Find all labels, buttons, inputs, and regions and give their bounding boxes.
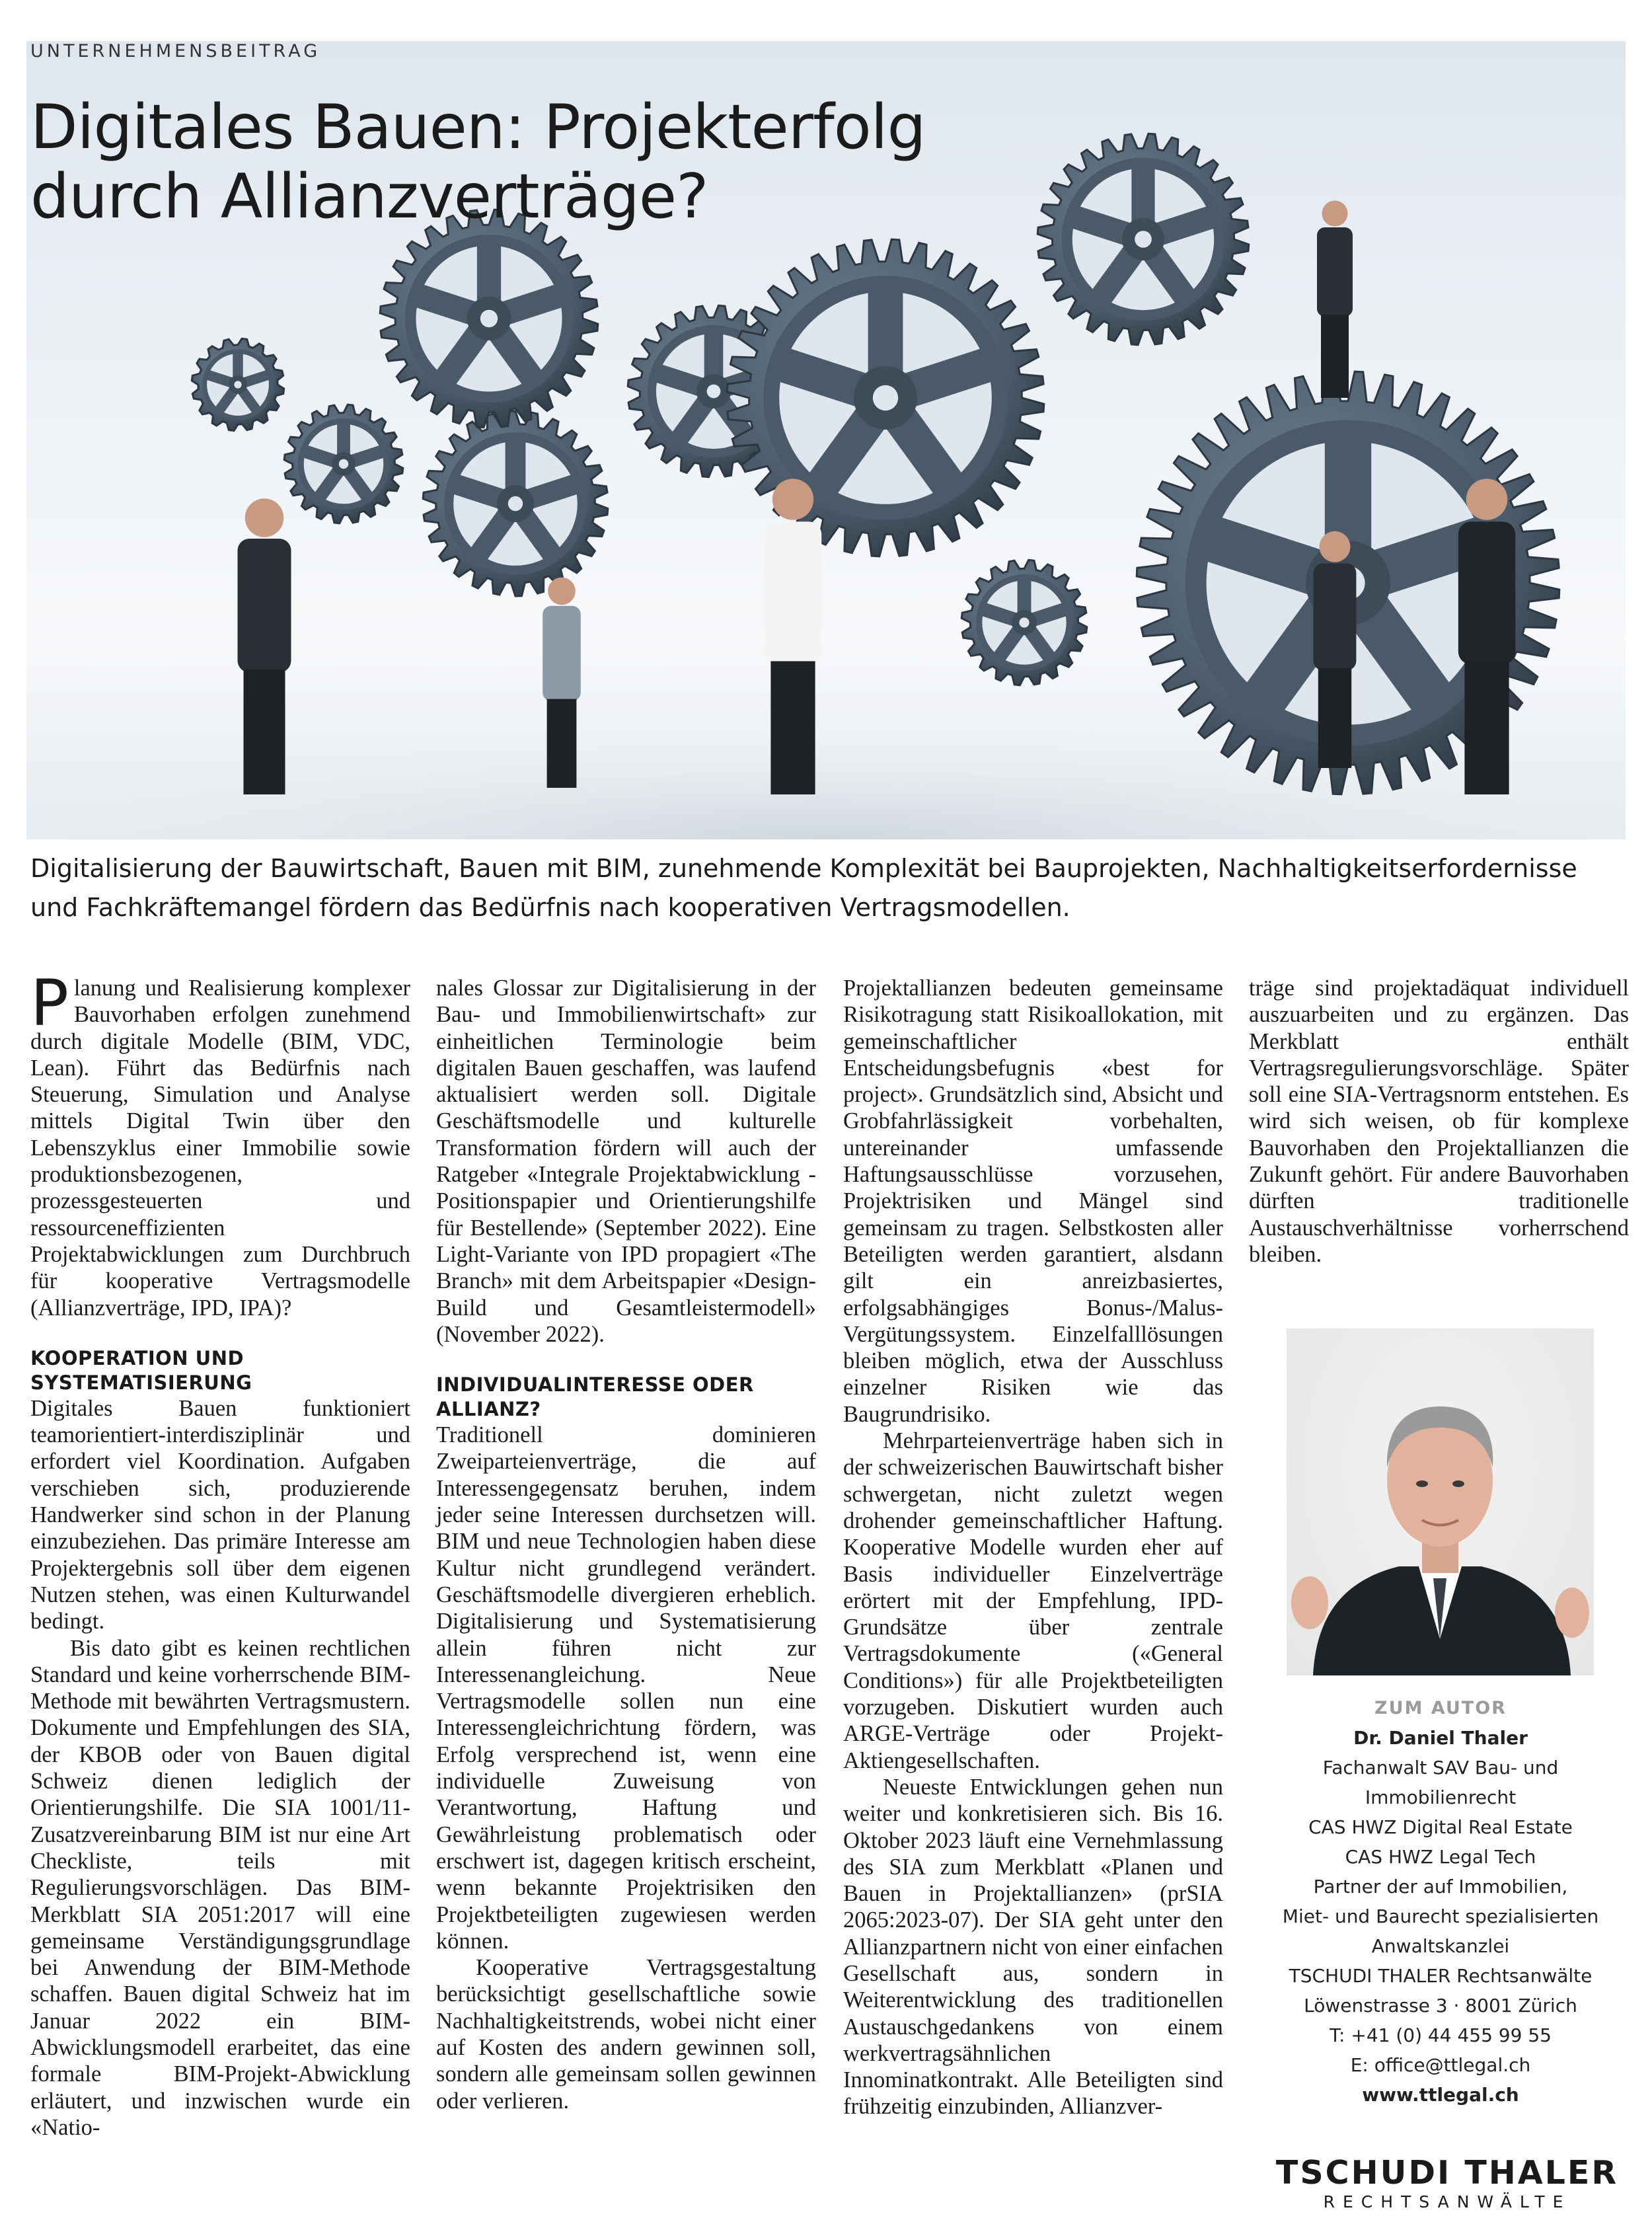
intro-paragraph: Planung und Realisierung komplexer Bauvorhaben erfolgen zunehmend durch digitale Modelle (BIM, VDC, Lean). Führt das Bedürfnis nach Steuerung, Simulation und Analyse mittels Digital Twin über den Lebenszyklus einer Immobilie sowie produktionsbezogenen, prozessgesteuerten und ressourceneffizienten Projektabwicklungen zum Durchbruch für kooperative Vertragsmodelle (Allianzverträge, IPD, IPA)? bbox=[30, 966, 410, 1321]
author-line: CAS HWZ Legal Tech bbox=[1345, 1846, 1536, 1868]
author-line: Partner der auf Immobilien, bbox=[1313, 1876, 1568, 1898]
person-silhouette bbox=[1317, 201, 1353, 399]
gear-icon bbox=[380, 210, 598, 428]
gear-icon bbox=[192, 338, 283, 430]
dropcap: P bbox=[30, 966, 69, 1040]
body-paragraph: Digitales Bauen funktioniert teamorientiert-interdisziplinär und erfordert viel Koordination. Aufgaben verschieben sich, produzierende Handwerker sind schon in der Planung einzubeziehen. Das primäre Interesse am Projektergebnis soll über dem eigenen Nutzen stehen, was einen Kulturwandel bedingt. bbox=[30, 1395, 410, 1634]
author-label: ZUM AUTOR bbox=[1374, 1698, 1507, 1718]
gear-icon bbox=[423, 411, 608, 596]
column-2 bbox=[436, 975, 816, 2114]
page-title bbox=[30, 93, 1022, 231]
gear-icon bbox=[284, 404, 403, 523]
author-line: TSCHUDI THALER Rechtsanwälte bbox=[1289, 1965, 1593, 1987]
body-paragraph: Mehrparteienverträge haben sich in der schweizerischen Bauwirtschaft bisher schwergetan, nicht zuletzt wegen drohender gemeinschaftlicher Haftung. Kooperative Modelle wurden eher auf Basis individueller Einzelverträge erörtert mit der Empfehlung, IPD-Grundsätze über zentrale Vertragsdokumente («General Conditions») für alle Projektbeteiligten vorzugeben. Diskutiert wurden auch ARGE-Verträge oder Projekt-Aktiengesellschaften. bbox=[843, 1428, 1223, 1773]
author-phone[interactable]: T: +41 (0) 44 455 99 55 bbox=[1330, 2024, 1552, 2046]
author-website-link[interactable]: www.ttlegal.ch bbox=[1362, 2084, 1519, 2106]
author-line: CAS HWZ Digital Real Estate bbox=[1308, 1816, 1573, 1838]
author-email[interactable]: E: office@ttlegal.ch bbox=[1350, 2054, 1531, 2076]
person-silhouette bbox=[1314, 531, 1357, 768]
body-paragraph: Bis dato gibt es keinen rechtlichen Standard und keine vorherrschende BIM-Methode mit bewährten Vertragsmustern. Dokumente und Empfehlungen des SIA, der KBOB oder von Bauen digital Schweiz dienen lediglich der Orientierungshilfe. Die SIA 1001/11-Zusatzvereinbarung BIM ist nur eine Art Checkliste, teils mit Regulierungsvorschlägen. Das BIM-Merkblatt SIA 2051:2017 will eine gemeinsame Verständigungsgrundlage bei Anwendung der BIM-Methode schaffen. Bauen digital Schweiz hat im Januar 2022 ein BIM-Abwicklungsmodell erarbeitet, das eine formale BIM-Projekt-Abwicklung erläutert, und inzwischen wurde ein «Natio- bbox=[30, 1635, 410, 2140]
column-1 bbox=[30, 966, 410, 2141]
gear-icon bbox=[961, 560, 1087, 685]
author-line: Miet- und Baurecht spezialisierten bbox=[1282, 1905, 1599, 1927]
hero-image bbox=[26, 41, 1626, 839]
gear-icon bbox=[1037, 134, 1249, 345]
author-line: Immobilienrecht bbox=[1365, 1786, 1517, 1808]
lead-paragraph: Digitalisierung der Bauwirtschaft, Bauen mit BIM, zunehmende Komplexität bei Bauprojekten, Nachhaltigkeitserfordernisse und Fachkräftemangel fördern das Bedürfnis nach kooperativen Vertragsmodellen. bbox=[30, 854, 1577, 922]
author-box bbox=[1256, 1693, 1626, 2110]
author-line: Fachanwalt SAV Bau- und bbox=[1322, 1757, 1559, 1779]
body-paragraph: Traditionell dominieren Zweiparteienverträge, die auf Interessengegensatz beruhen, indem jeder seine Interessen durchsetzen will. BIM und neue Technologien haben diese Kultur nicht grundlegend verändert. Geschäftsmodelle divergieren erheblich. Digitalisierung und Systematisierung allein führen nicht zur Interessenangleichung. Neue Vertragsmodelle sollen nun eine Interessengleichrichtung fördern, was Erfolg versprechend ist, wenn eine individuelle Zuweisung von Verantwortung, Haftung und Gewährleistung problematisch oder erschwert ist, dagegen kritisch erscheint, wenn bekannte Projektrisiken den Projektbeteiligten zugewiesen werden können. bbox=[436, 1422, 816, 1954]
logo-subtitle: RECHTSANWÄLTE bbox=[1323, 2192, 1571, 2211]
column-3 bbox=[843, 975, 1223, 2120]
person-silhouette bbox=[1458, 479, 1515, 794]
headline-line-1: Digitales Bauen: Projekterfolg bbox=[30, 91, 926, 163]
logo-name: TSCHUDI THALER bbox=[1275, 2154, 1619, 2192]
body-paragraph: träge sind projektadäquat individuell auszuarbeiten und zu ergänzen. Das Merkblatt enthält Vertragsregulierungsvorschläge. Später soll eine SIA-Vertragsnorm entstehen. Es wird sich weisen, ob für komplexe Bauvorhaben den Projektallianzen die Zukunft gehört. Für andere Bauvorhaben dürften traditionelle Austauschverhältnisse vorherrschend bleiben. bbox=[1249, 976, 1629, 1267]
body-paragraph: Projektallianzen bedeuten gemeinsame Risikotragung statt Risikoallokation, mit gemeinschaftlicher Entscheidungsbefugnis «best for project». Grundsätzlich sind, Absicht und Grobfahrlässigkeit vorbehalten, untereinander umfassende Haftungsausschlüsse vorzusehen, Projektrisiken und Mängel sind gemeinsam zu tragen. Selbstkosten aller Beteiligten werden garantiert, alsdann gilt ein anreizbasiertes, erfolgsabhängiges Bonus-/Malus-Vergütungssystem. Einzelfalllösungen bleiben möglich, etwa der Ausschluss einzelner Risiken wie das Baugrundrisiko. bbox=[843, 976, 1223, 1427]
gear-icon bbox=[727, 239, 1044, 556]
author-photo bbox=[1287, 1328, 1594, 1675]
author-address: Löwenstrasse 3 · 8001 Zürich bbox=[1304, 1995, 1577, 2016]
author-line: Anwaltskanzlei bbox=[1371, 1935, 1510, 1957]
section-heading-individualinteresse: INDIVIDUALINTERESSE ODER ALLIANZ? bbox=[436, 1373, 754, 1421]
person-silhouette bbox=[543, 578, 581, 788]
kicker: UNTERNEHMENSBEITRAG bbox=[30, 41, 321, 61]
section-heading-kooperation: KOOPERATION UND SYSTEMATISIERUNG bbox=[30, 1346, 252, 1394]
body-paragraph: nales Glossar zur Digitalisierung in der Bau- und Immobilienwirtschaft» zur einheitlichen Terminologie beim digitalen Bauen geschaffen, was laufend aktualisiert werden soll. Digitale Geschäftsmodelle und kulturelle Transformation fördern will auch der Ratgeber «Integrale Projektabwicklung - Positionspapier und Orientierungshilfe für Bestellende» (September 2022). Eine Light-Variante von IPD propagiert «The Branch» mit dem Arbeitspapier «Design-Build und Gesamtleistermodell» (November 2022). bbox=[436, 976, 816, 1347]
person-silhouette bbox=[238, 498, 291, 794]
author-portrait bbox=[1287, 1328, 1594, 1675]
headline-line-2: durch Allianzverträge? bbox=[30, 161, 708, 233]
author-name: Dr. Daniel Thaler bbox=[1353, 1727, 1528, 1749]
body-paragraph: Kooperative Vertragsgestaltung berücksichtigt gesellschaftliche sowie Nachhaltigkeitstrends, wobei nicht einer auf Kosten des andern gewinnen soll, sondern alle gemeinsam sollen gewinnen oder verlieren. bbox=[436, 1955, 816, 2114]
column-4 bbox=[1249, 975, 1629, 1268]
company-logo bbox=[1275, 2155, 1619, 2213]
person-silhouette bbox=[765, 479, 821, 794]
body-paragraph: Neueste Entwicklungen gehen nun weiter und konkretisieren sich. Bis 16. Oktober 2023 läuft eine Vernehmlassung des SIA zum Merkblatt «Planen und Bauen in Projektallianzen» (prSIA 2065:2023-07). Der SIA geht unter den Allianzpartnern nicht von einer einfachen Gesellschaft aus, sondern in Weiterentwicklung des traditionellen Austauschgedankens von einem werkvertragsähnlichen Innominatkontrakt. Alle Beteiligten sind frühzeitig einzubinden, Allianzver- bbox=[843, 1774, 1223, 2120]
